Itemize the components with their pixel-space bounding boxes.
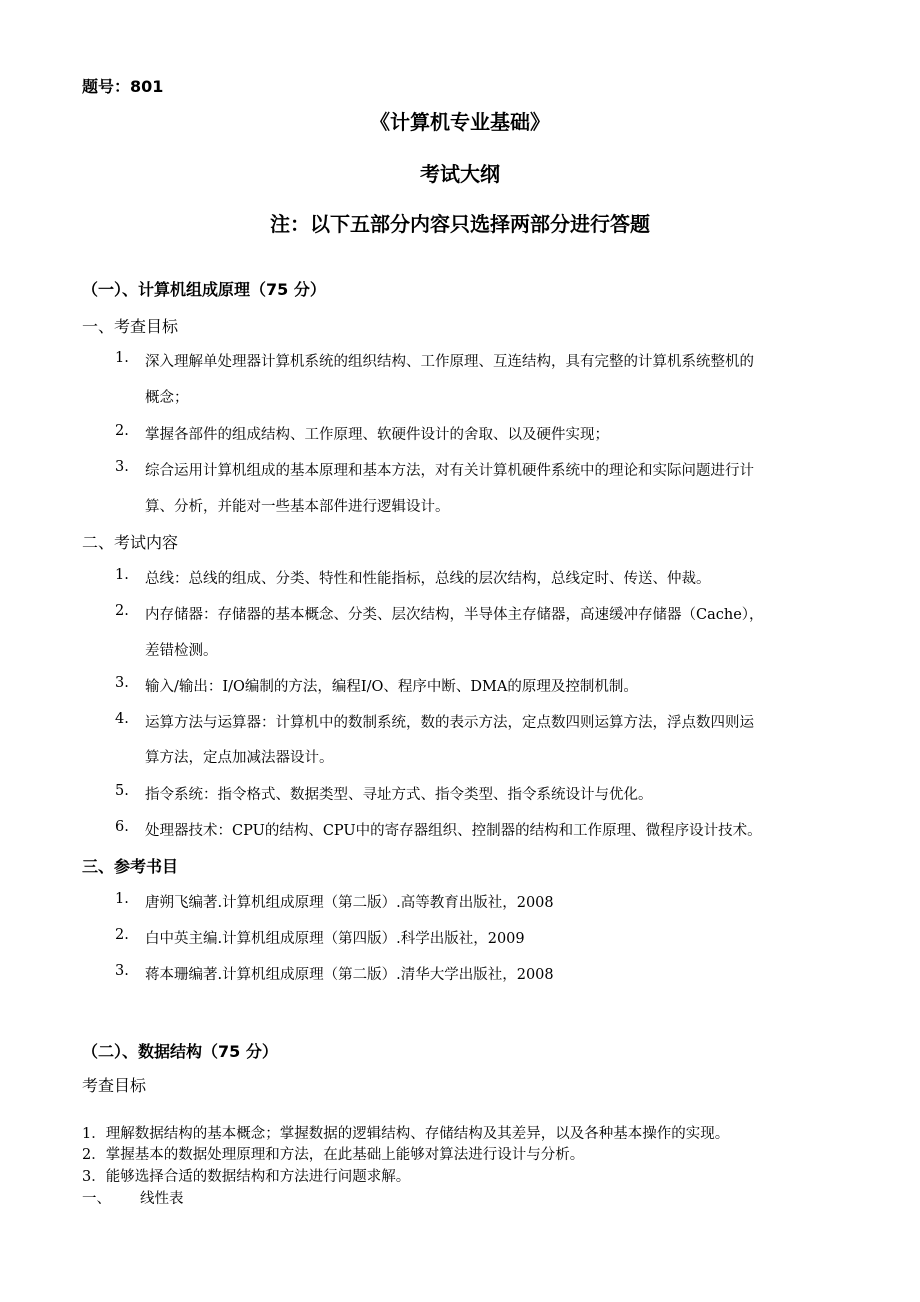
chapter-number: 一、 [82,1191,111,1207]
list-item-number: 5. [115,783,129,799]
document-title: 《计算机专业基础》 [370,110,550,134]
list-item-text: 运算方法与运算器：计算机中的数制系统，数的表示方法，定点数四则运算方法，浮点数四则运 [145,715,754,731]
list-item-number: 2. [115,603,129,619]
list-item-text-continued: 概念； [145,390,189,406]
list-item-text: 处理器技术：CPU的结构、CPU中的寄存器组织、控制器的结构和工作原理、微程序设计技术。 [145,823,762,839]
list-item-text: 指令系统：指令格式、数据类型、寻址方式、指令类型、指令系统设计与优化。 [145,787,653,803]
part2-title: （二）、数据结构（75 分） [82,1042,278,1061]
reference-book-item: 唐朔飞编著.计算机组成原理（第二版）.高等教育出版社，2008 [145,895,554,911]
list-item-text: 深入理解单处理器计算机系统的组织结构、工作原理、互连结构，具有完整的计算机系统整机的 [145,354,754,370]
part1-section3-heading: 三、参考书目 [82,857,179,876]
list-item-number: 1. [115,350,129,366]
part1-section2-heading: 二、考试内容 [82,533,179,552]
document-note: 注：以下五部分内容只选择两部分进行答题 [270,212,650,236]
goal-item: 2．掌握基本的数据处理原理和方法，在此基础上能够对算法进行设计与分析。 [82,1147,585,1163]
goal-item: 1．理解数据结构的基本概念；掌握数据的逻辑结构、存储结构及其差异，以及各种基本操作的实现。 [82,1126,730,1142]
part1-title: （一）、计算机组成原理（75 分） [82,280,326,299]
list-item-text-continued: 算方法，定点加减法器设计。 [145,750,334,766]
list-item-text-continued: 算、分析，并能对一些基本部件进行逻辑设计。 [145,499,450,515]
list-item-number: 4. [115,711,129,727]
part1-section1-heading: 一、考查目标 [82,317,179,336]
list-item-text: 掌握各部件的组成结构、工作原理、软硬件设计的舍取、以及硬件实现； [145,427,609,443]
list-item-text: 综合运用计算机组成的基本原理和基本方法，对有关计算机硬件系统中的理论和实际问题进行计 [145,463,754,479]
list-item-number: 3. [115,963,129,979]
list-item-text-continued: 差错检测。 [145,643,218,659]
list-item-number: 3. [115,675,129,691]
list-item-number: 2. [115,423,129,439]
part2-heading: 考查目标 [82,1076,147,1095]
document-subtitle: 考试大纲 [420,162,500,186]
list-item-number: 3. [115,459,129,475]
list-item-text: 内存储器：存储器的基本概念、分类、层次结构，半导体主存储器，高速缓冲存储器（Cache）， [145,607,764,623]
reference-book-item: 蒋本珊编著.计算机组成原理（第二版）.清华大学出版社，2008 [145,967,554,983]
list-item-number: 6. [115,819,129,835]
reference-book-item: 白中英主编.计算机组成原理（第四版）.科学出版社，2009 [145,931,525,947]
list-item-number: 1. [115,891,129,907]
list-item-text: 总线：总线的组成、分类、特性和性能指标，总线的层次结构，总线定时、传送、仲裁。 [145,571,711,587]
list-item-number: 1. [115,567,129,583]
list-item-number: 2. [115,927,129,943]
chapter-title: 线性表 [140,1191,184,1207]
goal-item: 3．能够选择合适的数据结构和方法进行问题求解。 [82,1169,411,1185]
exam-code: 题号：801 [82,77,164,96]
list-item-text: 输入/输出：I/O编制的方法，编程I/O、程序中断、DMA的原理及控制机制。 [145,679,638,695]
